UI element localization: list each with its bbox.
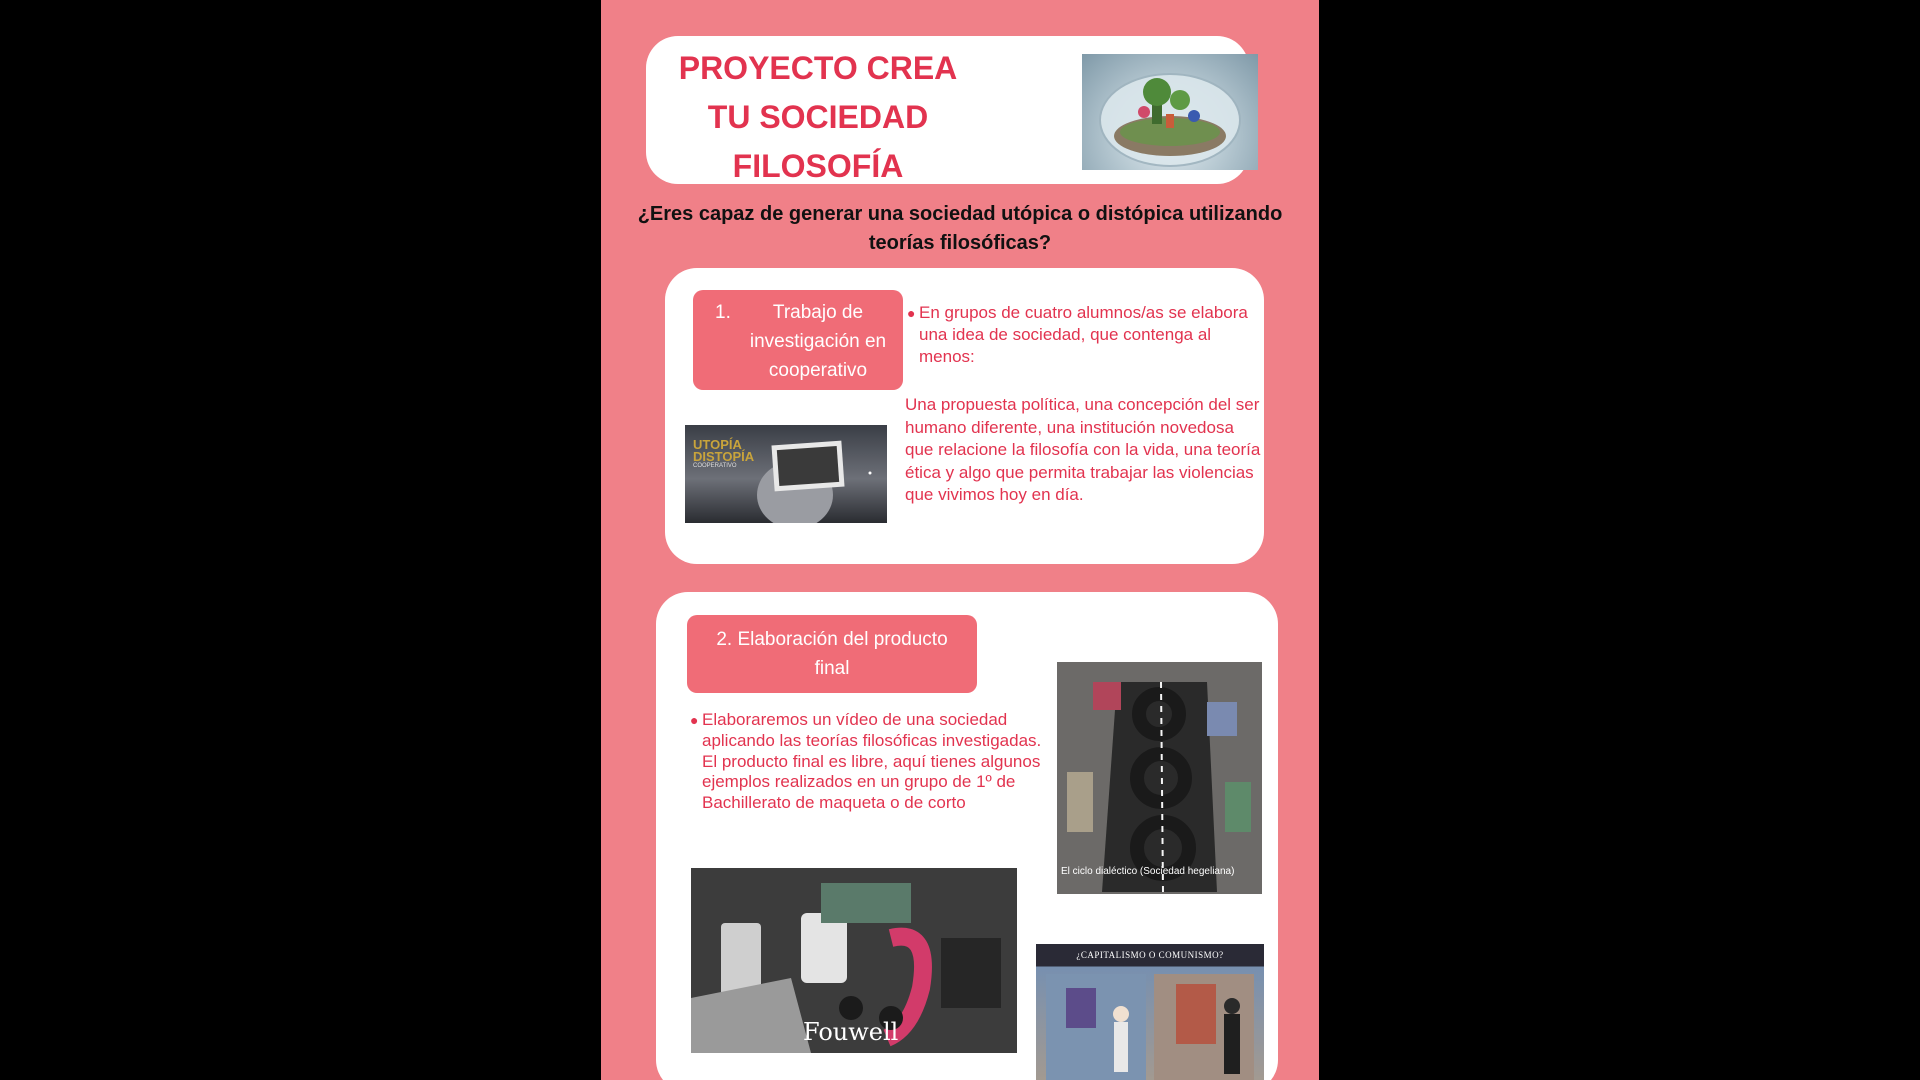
bullet-icon: ● xyxy=(690,712,699,728)
guiding-question: ¿Eres capaz de generar una sociedad utópica o distópica utilizando teorías filosóficas? xyxy=(637,203,1283,254)
section-1-paragraph: Una propuesta política, una concepción del ser humano diferente, una institución novedosa que relacione la filosofía con la vida, una teoría ética y algo que permita trabajar las violencias que vivimos hoy en día. xyxy=(905,395,1261,504)
section-1-card xyxy=(665,268,1264,564)
utopia-distopia-image xyxy=(685,425,887,523)
fouwell-caption: Fouwell xyxy=(803,1018,899,1046)
section-1-heading xyxy=(693,290,903,390)
poster xyxy=(601,0,1319,1080)
section-2-bullet-text: Elaboraremos un vídeo de una sociedad aplicando las teorías filosóficas investigadas. El producto final es libre, aquí tienes algunos ejemplos realizados en un grupo de 1º de Bachillerato de maqueta o de corto xyxy=(702,710,1042,813)
section-2-heading: 2. Elaboración del producto final xyxy=(687,615,977,693)
capitalismo-caption: ¿CAPITALISMO O COMUNISMO? xyxy=(1076,950,1224,960)
utopia-image-title: UTOPÍA DISTOPÍA xyxy=(693,437,755,464)
fouwell-image xyxy=(691,868,1017,1053)
section-1-bullet xyxy=(907,302,1259,368)
section-2-bullet xyxy=(690,710,1042,814)
utopia-image-subtitle: COOPERATIVO xyxy=(693,463,737,469)
section-1-bullet-text: En grupos de cuatro alumnos/as se elabora una idea de sociedad, que contenga al menos: xyxy=(919,303,1248,366)
bullet-icon: ● xyxy=(907,305,916,321)
terrarium-image xyxy=(1082,54,1258,170)
section-2-card xyxy=(656,592,1278,1080)
maqueta-caption: El ciclo dialéctico (Sociedad hegeliana) xyxy=(1061,866,1235,877)
section-1-label: Trabajo de investigación en cooperativo xyxy=(749,302,887,381)
maqueta-image xyxy=(1057,662,1262,894)
capitalismo-comunismo-image xyxy=(1036,944,1264,1080)
title-card xyxy=(646,36,1249,184)
section-1-number: 1. xyxy=(715,302,731,323)
poster-title: PROYECTO CREA TU SOCIEDAD FILOSOFÍA xyxy=(678,50,958,184)
